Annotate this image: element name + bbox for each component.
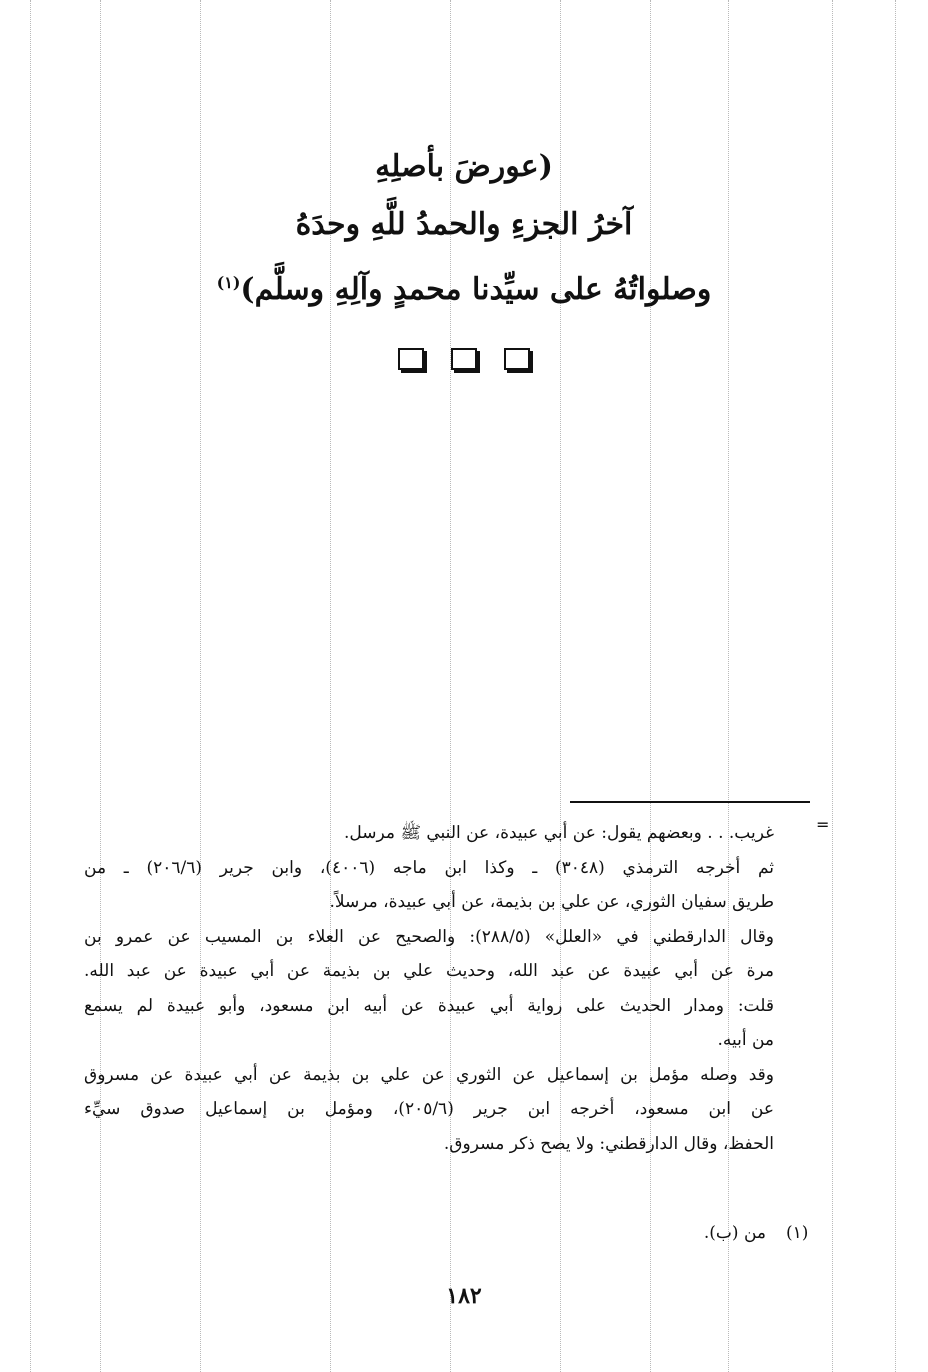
heading-line-3-text: وصلواتُهُ على سيِّدنا محمدٍ وآلِهِ وسلَّم) [240, 272, 712, 307]
footnote-reference: (١) [216, 273, 241, 292]
note-line: غريب. . . وبعضهم يقول: عن أبي عبيدة، عن النبي ﷺ مرسل. [344, 823, 774, 843]
note-line: طريق سفيان الثوري، عن علي بن بذيمة، عن أبي عبيدة، مرسلاً. [329, 892, 774, 912]
scan-guide-line [895, 0, 896, 1372]
scan-guide-line [30, 0, 31, 1372]
scan-guide-line [100, 0, 101, 1372]
scan-guide-line [832, 0, 833, 1372]
note-line: من أبيه. [717, 1030, 774, 1050]
footnote-continuation [84, 816, 774, 1161]
square-icon [451, 348, 477, 370]
colophon-heading [150, 138, 778, 319]
note-line: وقد وصله مؤمل بن إسماعيل عن الثوري عن علي بن بذيمة عن أبي عبيدة عن مسروق [84, 1064, 774, 1085]
footnote-separator-rule [570, 801, 810, 803]
heading-line-2: آخرُ الجزءِ والحمدُ للَّهِ وحدَهُ [295, 207, 633, 242]
square-icon [504, 348, 530, 370]
note-line: عن ابن مسعود، أخرجه ابن جرير (٢٠٥/٦)، ومؤمل بن إسماعيل صدوق سيِّء [84, 1099, 774, 1119]
continuation-mark: = [816, 815, 830, 834]
note-line: وقال الدارقطني في «العلل» (٢٨٨/٥): والصحيح عن العلاء بن المسيب عن عمرو بن [84, 926, 774, 947]
note-line: ثم أخرجه الترمذي (٣٠٤٨) ـ وكذا ابن ماجه (٤٠٠٦)، وابن جرير (٢٠٦/٦) ـ من [84, 857, 774, 878]
heading-line-3 [150, 254, 778, 319]
square-icon [398, 348, 424, 370]
page-number: ١٨٢ [446, 1283, 482, 1309]
note-line: الحفظ، وقال الدارقطني: ولا يصح ذكر مسروق. [443, 1133, 774, 1154]
heading-line-1: (عورضَ بأصلِهِ [375, 149, 553, 184]
footnote-number: (١) [786, 1223, 809, 1243]
three-squares-ornament-icon [398, 348, 530, 378]
note-line: مرة عن أبي عبيدة عن عبد الله، وحديث علي بن بذيمة عن أبي عبيدة عن عبد الله. [84, 961, 774, 981]
note-line: قلت: ومدار الحديث على رواية أبي عبيدة عن أبيه ابن مسعود، وأبو عبيدة لم يسمع [84, 995, 774, 1016]
footnote-text: من (ب). [703, 1223, 766, 1243]
